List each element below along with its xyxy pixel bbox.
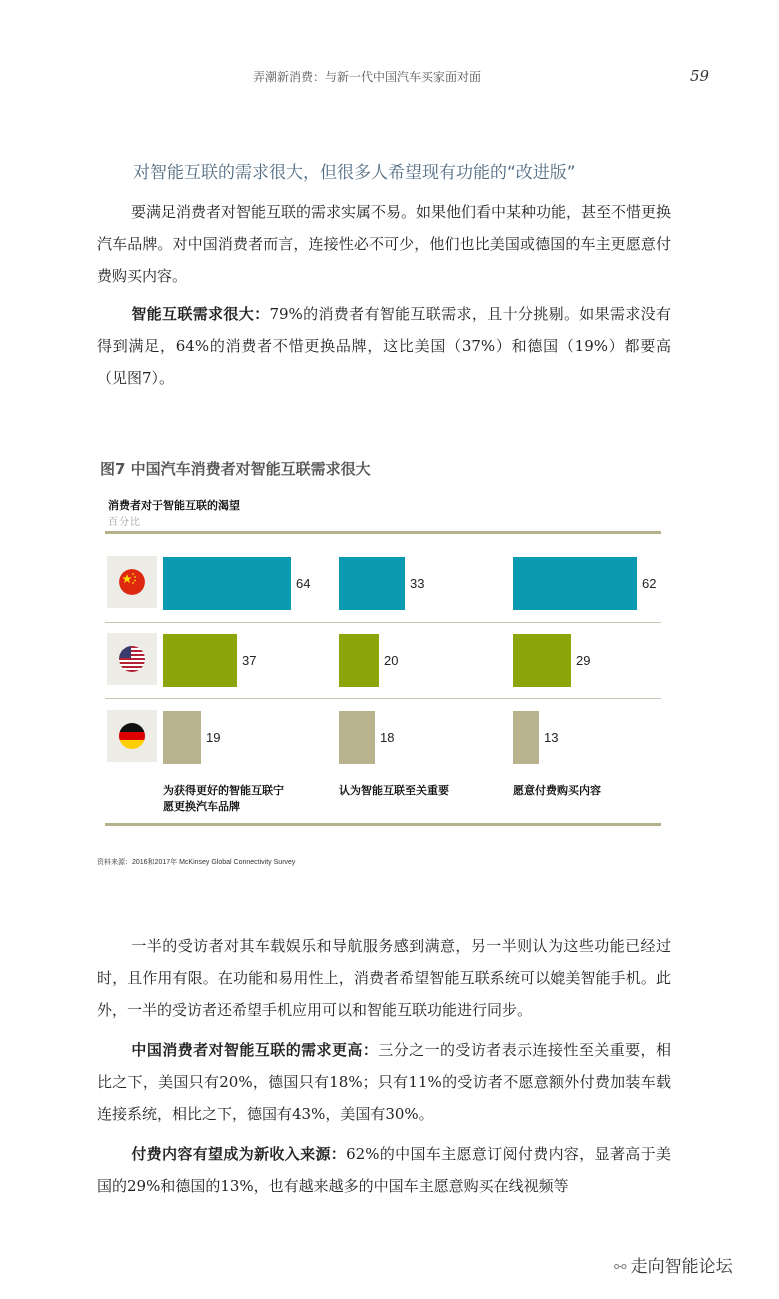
category-label-line: 为获得更好的智能互联宁 xyxy=(163,784,284,797)
bar-usa-2 xyxy=(339,634,379,687)
bar-value-label: 33 xyxy=(410,576,425,591)
paragraph-3 xyxy=(97,930,671,1026)
figure-source: 资料来源：2016和2017年 McKinsey Global Connectivity Survey xyxy=(97,859,296,866)
usa-flag-icon xyxy=(119,646,145,672)
row-divider xyxy=(105,622,661,623)
category-label xyxy=(163,783,284,815)
paragraph-5-lead: 付费内容有望成为新收入来源： xyxy=(131,1145,347,1163)
paragraph-4-lead: 中国消费者对智能互联的需求更高： xyxy=(131,1041,379,1059)
chart-bottom-rule xyxy=(105,823,661,826)
figure-title: 图7 中国汽车消费者对智能互联需求很大 xyxy=(100,460,371,478)
bar-value-label: 20 xyxy=(384,653,399,668)
germany-flag-box xyxy=(107,710,157,762)
bar-value-label: 19 xyxy=(206,730,221,745)
category-label-line: 认为智能互联至关重要 xyxy=(339,784,449,797)
figure-7-chart xyxy=(105,497,661,827)
china-flag-icon xyxy=(119,569,145,595)
watermark xyxy=(614,1252,733,1277)
china-flag-box xyxy=(107,556,157,608)
bar-value-label: 64 xyxy=(296,576,311,591)
chart-subtitle: 百分比 xyxy=(108,517,141,528)
paragraph-5 xyxy=(97,1138,671,1202)
bar-usa-1 xyxy=(163,634,237,687)
paragraph-4-text: 三分之一的受访者表示连接性至关重要，相比之下，美国只有20%，德国只有18%；只有11%的受访者不愿意额外付费加装车载连接系统，相比之下，德国有43%，美国有30%。 xyxy=(97,1041,671,1123)
bar-value-label: 62 xyxy=(642,576,657,591)
germany-flag-icon xyxy=(119,723,145,749)
bar-value-label: 18 xyxy=(380,730,395,745)
bar-germany-2 xyxy=(339,711,375,764)
watermark-text: 走向智能论坛 xyxy=(630,1257,733,1277)
category-label-line: 愿意付费购买内容 xyxy=(513,784,601,797)
bar-value-label: 29 xyxy=(576,653,591,668)
paragraph-1-text: 要满足消费者对智能互联的需求实属不易。如果他们看中某种功能，甚至不惜更换汽车品牌。对中国消费者而言，连接性必不可少，他们也比美国或德国的车主更愿意付费购买内容。 xyxy=(97,203,672,285)
row-divider xyxy=(105,698,661,699)
bar-value-label: 13 xyxy=(544,730,559,745)
paragraph-2-lead: 智能互联需求很大： xyxy=(131,305,270,323)
bar-china-1 xyxy=(163,557,291,610)
category-label xyxy=(513,783,601,799)
category-label-line: 愿更换汽车品牌 xyxy=(163,800,240,813)
paragraph-5-text: 62%的中国车主愿意订阅付费内容，显著高于美国的29%和德国的13%，也有越来越多的中国车主愿意购买在线视频等 xyxy=(97,1145,671,1195)
bar-value-label: 37 xyxy=(242,653,257,668)
page-number: 59 xyxy=(690,67,710,85)
paragraph-2 xyxy=(97,298,671,394)
wechat-icon: ⚯ xyxy=(614,1258,627,1276)
category-label xyxy=(339,783,449,799)
running-title: 弄潮新消费：与新一代中国汽车买家面对面 xyxy=(253,70,482,84)
bar-china-3 xyxy=(513,557,637,610)
bar-china-2 xyxy=(339,557,405,610)
chart-top-rule xyxy=(105,531,661,534)
paragraph-1 xyxy=(97,196,671,292)
chart-title: 消费者对于智能互联的渴望 xyxy=(108,499,240,512)
usa-flag-box xyxy=(107,633,157,685)
bar-usa-3 xyxy=(513,634,571,687)
paragraph-3-text: 一半的受访者对其车载娱乐和导航服务感到满意，另一半则认为这些功能已经过时，且作用有限。在功能和易用性上，消费者希望智能互联系统可以媲美智能手机。此外，一半的受访者还希望手机应用可以和智能互联功能进行同步。 xyxy=(97,937,671,1019)
section-title: 对智能互联的需求很大，但很多人希望现有功能的“改进版” xyxy=(133,163,576,183)
paragraph-4 xyxy=(97,1034,671,1130)
bar-germany-1 xyxy=(163,711,201,764)
bar-germany-3 xyxy=(513,711,539,764)
paragraph-2-text: 79%的消费者有智能互联需求，且十分挑剔。如果需求没有得到满足，64%的消费者不惜更换品牌，这比美国（37%）和德国（19%）都要高（见图7）。 xyxy=(97,305,671,387)
